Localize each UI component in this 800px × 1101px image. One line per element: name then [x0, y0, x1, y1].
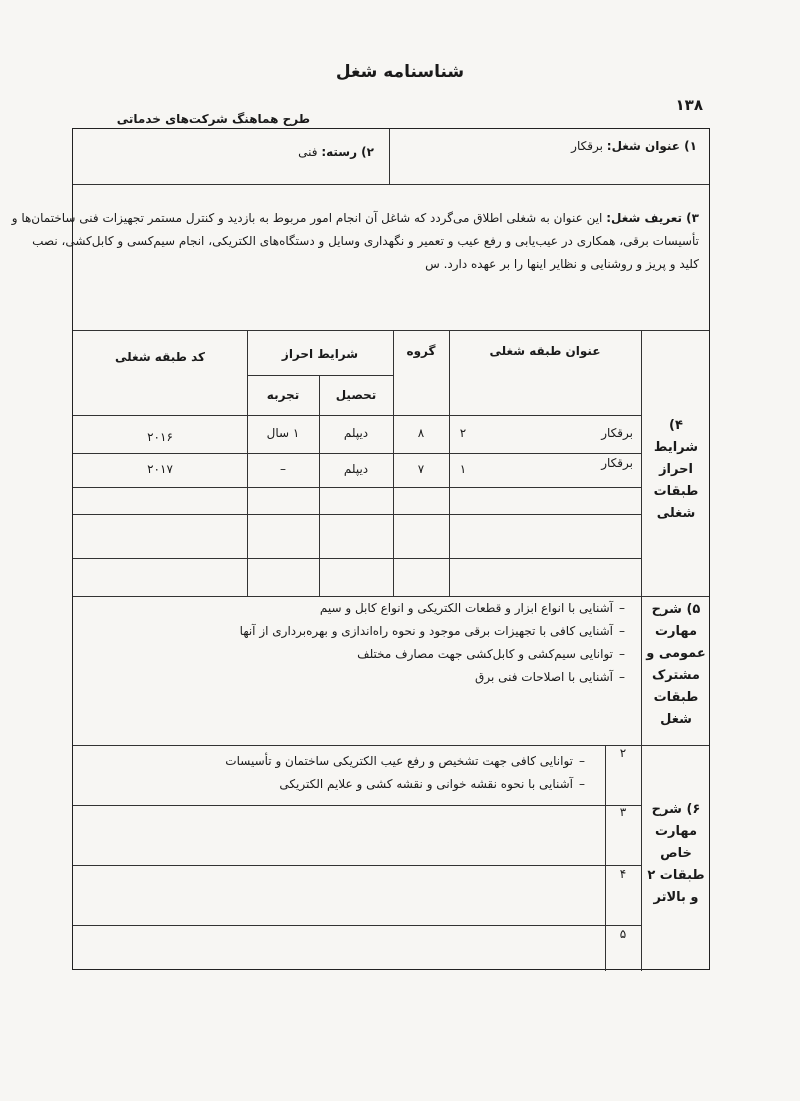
specific-skills-list: [225, 750, 591, 796]
page-title: شناسنامه شغل: [335, 62, 465, 82]
specific-level-number: ۲: [619, 746, 627, 760]
divider: [73, 925, 641, 926]
list-dash: –: [579, 754, 585, 768]
list-item: [240, 597, 631, 620]
row-education: دیپلم: [343, 462, 369, 476]
divider: [319, 375, 320, 596]
divider: [73, 558, 641, 559]
definition-line-1: [12, 207, 699, 230]
row-class-level: ۲: [459, 426, 467, 440]
divider: [73, 184, 709, 185]
job-title-value: برقکار: [571, 139, 607, 153]
row-class-level: ۱: [459, 462, 467, 476]
divider: [73, 330, 709, 331]
list-dash: –: [579, 777, 585, 791]
job-title-field: [571, 135, 697, 158]
list-dash: –: [619, 624, 625, 638]
list-item-text: آشنایی با اصلاحات فنی برق: [475, 670, 613, 684]
row-education: دیپلم: [343, 426, 369, 440]
job-title-label: ۱) عنوان شغل:: [606, 139, 697, 153]
list-dash: –: [619, 670, 625, 684]
divider: [73, 514, 641, 515]
definition-line-3: کلید و پریز و روشنایی و نظایر اینها را بر عهده دارد. س: [425, 257, 699, 271]
list-item-text: آشنایی با نحوه نقشه خوانی و نقشه کشی و علایم الکتریکی: [279, 777, 573, 791]
row-experience: ۱ سال: [266, 426, 300, 440]
category-label: ۲) رسته:: [321, 145, 374, 159]
row-class-code: ۲۰۱۶: [147, 430, 173, 444]
list-item: [225, 750, 591, 773]
category-value: فنی: [298, 145, 322, 159]
general-skills-list: [240, 597, 631, 689]
col-header-class-title: عنوان طبقه شغلی: [489, 344, 601, 358]
qualifications-label: ۴) شرایط احراز طبقات شغلی: [653, 418, 699, 521]
row-class-code: ۲۰۱۷: [147, 462, 173, 476]
definition-text-1: این عنوان به شغلی اطلاق می‌گردد که شاغل آن انجام امور مربوط به بازدید و کنترل مستمر تجهیزات فنی ساختمان‌ها و: [11, 211, 607, 225]
category-field: [298, 141, 374, 164]
list-item: [240, 666, 631, 689]
list-dash: –: [619, 647, 625, 661]
divider: [247, 375, 393, 376]
col-header-requirements: شرایط احراز: [281, 347, 359, 361]
col-header-education: تحصیل: [335, 388, 377, 402]
list-item: [225, 773, 591, 796]
row-experience: –: [280, 462, 286, 476]
divider: [73, 487, 641, 488]
header-subtitle: طرح هماهنگ شرکت‌های خدماتی: [116, 112, 310, 126]
row-class-title: برقکار: [601, 426, 633, 440]
row-group: ۷: [417, 462, 425, 476]
general-skills-label: ۵) شرح مهارت عمومی و مشترک طبقات شغل: [646, 602, 706, 727]
list-item: [240, 643, 631, 666]
divider: [389, 129, 390, 184]
col-header-class-code: کد طبقه شغلی: [115, 350, 205, 364]
definition-line-2: تأسیسات برقی، همکاری در عیب‌یابی و رفع عیب و تعمیر و نگهداری وسایل و دستگاه‌های الکتریکی، انجام سیم‌کسی و کابل‌کشی، نصب: [32, 234, 699, 248]
col-header-group: گروه: [406, 344, 436, 358]
specific-skills-label: ۶) شرح مهارت خاص طبقات ۲ و بالاتر: [647, 802, 705, 905]
row-class-title: برقکار: [601, 456, 633, 470]
divider: [73, 805, 641, 806]
job-profile-form: [11, 128, 710, 970]
list-item-text: آشنایی با انواع ابزار و قطعات الکتریکی و انواع کابل و سیم: [319, 601, 613, 615]
list-dash: –: [619, 601, 625, 615]
list-item-text: توانایی سیم‌کشی و کابل‌کشی جهت مصارف مختلف: [357, 647, 613, 661]
list-item-text: توانایی کافی جهت تشخیص و رفع عیب الکتریکی ساختمان و تأسیسات: [225, 754, 573, 768]
specific-level-number: ۵: [619, 927, 627, 941]
row-group: ۸: [417, 426, 425, 440]
divider: [73, 865, 641, 866]
divider: [73, 453, 641, 454]
divider: [449, 330, 450, 596]
specific-level-number: ۳: [619, 805, 627, 819]
definition-label: ۳) تعریف شغل:: [606, 211, 699, 225]
divider: [641, 330, 642, 971]
page-number: ۱۳۸: [675, 96, 703, 114]
list-item-text: آشنایی کافی با تجهیزات برقی موجود و نحوه راه‌اندازی و بهره‌برداری از آنها: [239, 624, 613, 638]
specific-level-number: ۴: [619, 867, 627, 881]
list-item: [240, 620, 631, 643]
col-header-experience: تجربه: [266, 388, 300, 402]
divider: [73, 415, 641, 416]
